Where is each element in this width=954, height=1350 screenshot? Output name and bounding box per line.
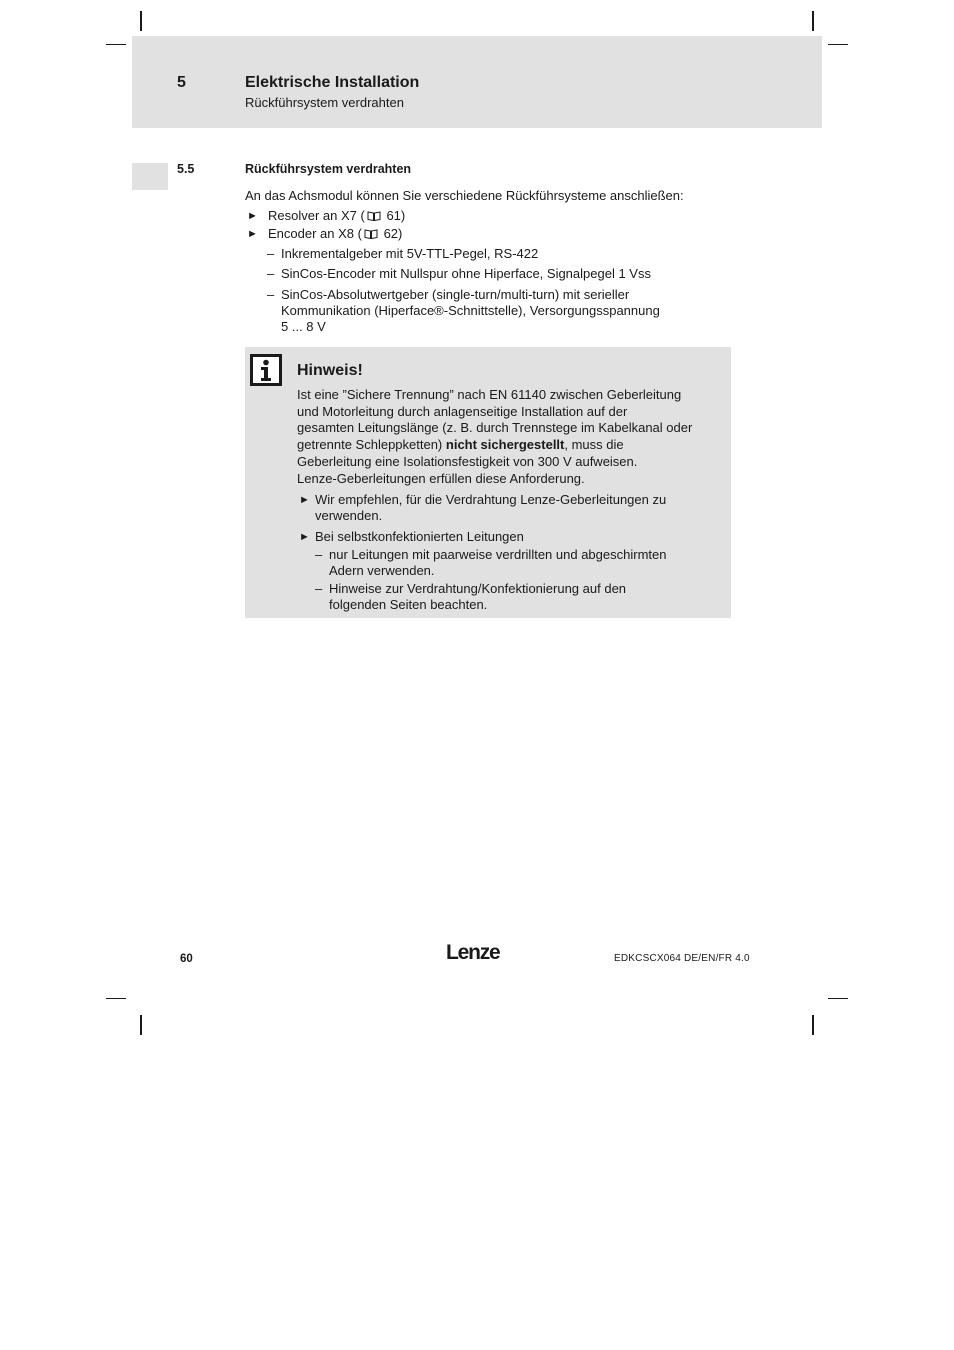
page-reference: 61	[386, 208, 401, 223]
bullet-arrow-icon: ►	[247, 228, 258, 240]
dash-icon: –	[267, 266, 275, 281]
dash-icon: –	[267, 287, 275, 302]
note-bullet: Wir empfehlen, für die Verdrahtung Lenze-Geberleitungen zu	[315, 492, 667, 507]
dash-icon: –	[315, 581, 323, 596]
chapter-header-band	[132, 36, 822, 128]
note-sub-item-continued: Adern verwenden.	[329, 563, 435, 578]
crop-mark	[106, 44, 126, 45]
book-icon	[367, 211, 381, 221]
dash-icon: –	[315, 547, 323, 562]
crop-mark	[140, 1015, 142, 1035]
note-sub-item-continued: folgenden Seiten beachten.	[329, 597, 488, 612]
emphasis-text: nicht sichergestellt	[445, 437, 565, 452]
note-bullet: Bei selbstkonfektionierten Leitungen	[315, 529, 524, 544]
crop-mark	[106, 998, 126, 999]
note-text-line: Lenze-Geberleitungen erfüllen diese Anforderung.	[297, 471, 585, 486]
chapter-number: 5	[177, 74, 186, 91]
section-title: Rückführsystem verdrahten	[245, 162, 412, 176]
bullet-arrow-icon: ►	[299, 531, 310, 543]
intro-paragraph: An das Achsmodul können Sie verschiedene Rückführsysteme anschließen:	[245, 188, 684, 203]
list-item-encoder: Encoder an X8 ( 62)	[268, 226, 403, 241]
sub-item-continued: 5 ... 8 V	[281, 319, 326, 334]
list-item-resolver: Resolver an X7 ( 61)	[268, 208, 406, 223]
dash-icon: –	[267, 246, 275, 261]
bullet-arrow-icon: ►	[247, 210, 258, 222]
note-sub-item: nur Leitungen mit paarweise verdrillten und abgeschirmten	[329, 547, 667, 562]
crop-mark	[828, 44, 848, 45]
note-text-line: gesamten Leitungslänge (z. B. durch Trennstege im Kabelkanal oder	[297, 420, 693, 435]
note-text-line: getrennte Schleppketten) nicht sichergestellt, muss die	[297, 437, 624, 452]
note-text-line: Geberleitung eine Isolationsfestigkeit von 300 V aufweisen.	[297, 454, 638, 469]
info-icon	[250, 354, 282, 386]
lenze-logo: Lenze	[446, 941, 500, 964]
document-id: EDKCSCX064 DE/EN/FR 4.0	[614, 953, 750, 964]
sub-item: SinCos-Absolutwertgeber (single-turn/multi-turn) mit serieller	[281, 287, 630, 302]
note-title: Hinweis!	[297, 362, 363, 379]
crop-mark	[812, 11, 814, 31]
sub-item-continued: Kommunikation (Hiperface®-Schnittstelle), Versorgungsspannung	[281, 303, 660, 318]
sub-item: Inkrementalgeber mit 5V-TTL-Pegel, RS-422	[281, 246, 539, 261]
note-bullet-continued: verwenden.	[315, 508, 383, 523]
note-text-line: und Motorleitung durch anlagenseitige Installation auf der	[297, 404, 628, 419]
chapter-subtitle: Rückführsystem verdrahten	[245, 95, 404, 110]
bullet-arrow-icon: ►	[299, 494, 310, 506]
crop-mark	[828, 998, 848, 999]
sub-item: SinCos-Encoder mit Nullspur ohne Hiperface, Signalpegel 1 Vss	[281, 266, 651, 281]
note-sub-item: Hinweise zur Verdrahtung/Konfektionierung auf den	[329, 581, 627, 596]
crop-mark	[140, 11, 142, 31]
chapter-title: Elektrische Installation	[245, 74, 420, 91]
crop-mark	[812, 1015, 814, 1035]
section-tab	[132, 163, 168, 190]
page-reference: 62	[383, 226, 399, 241]
page-number: 60	[180, 953, 193, 965]
note-text-line: Ist eine ”Sichere Trennung” nach EN 61140 zwischen Geberleitung	[297, 387, 682, 402]
section-number: 5.5	[177, 162, 195, 176]
book-icon	[364, 229, 378, 239]
